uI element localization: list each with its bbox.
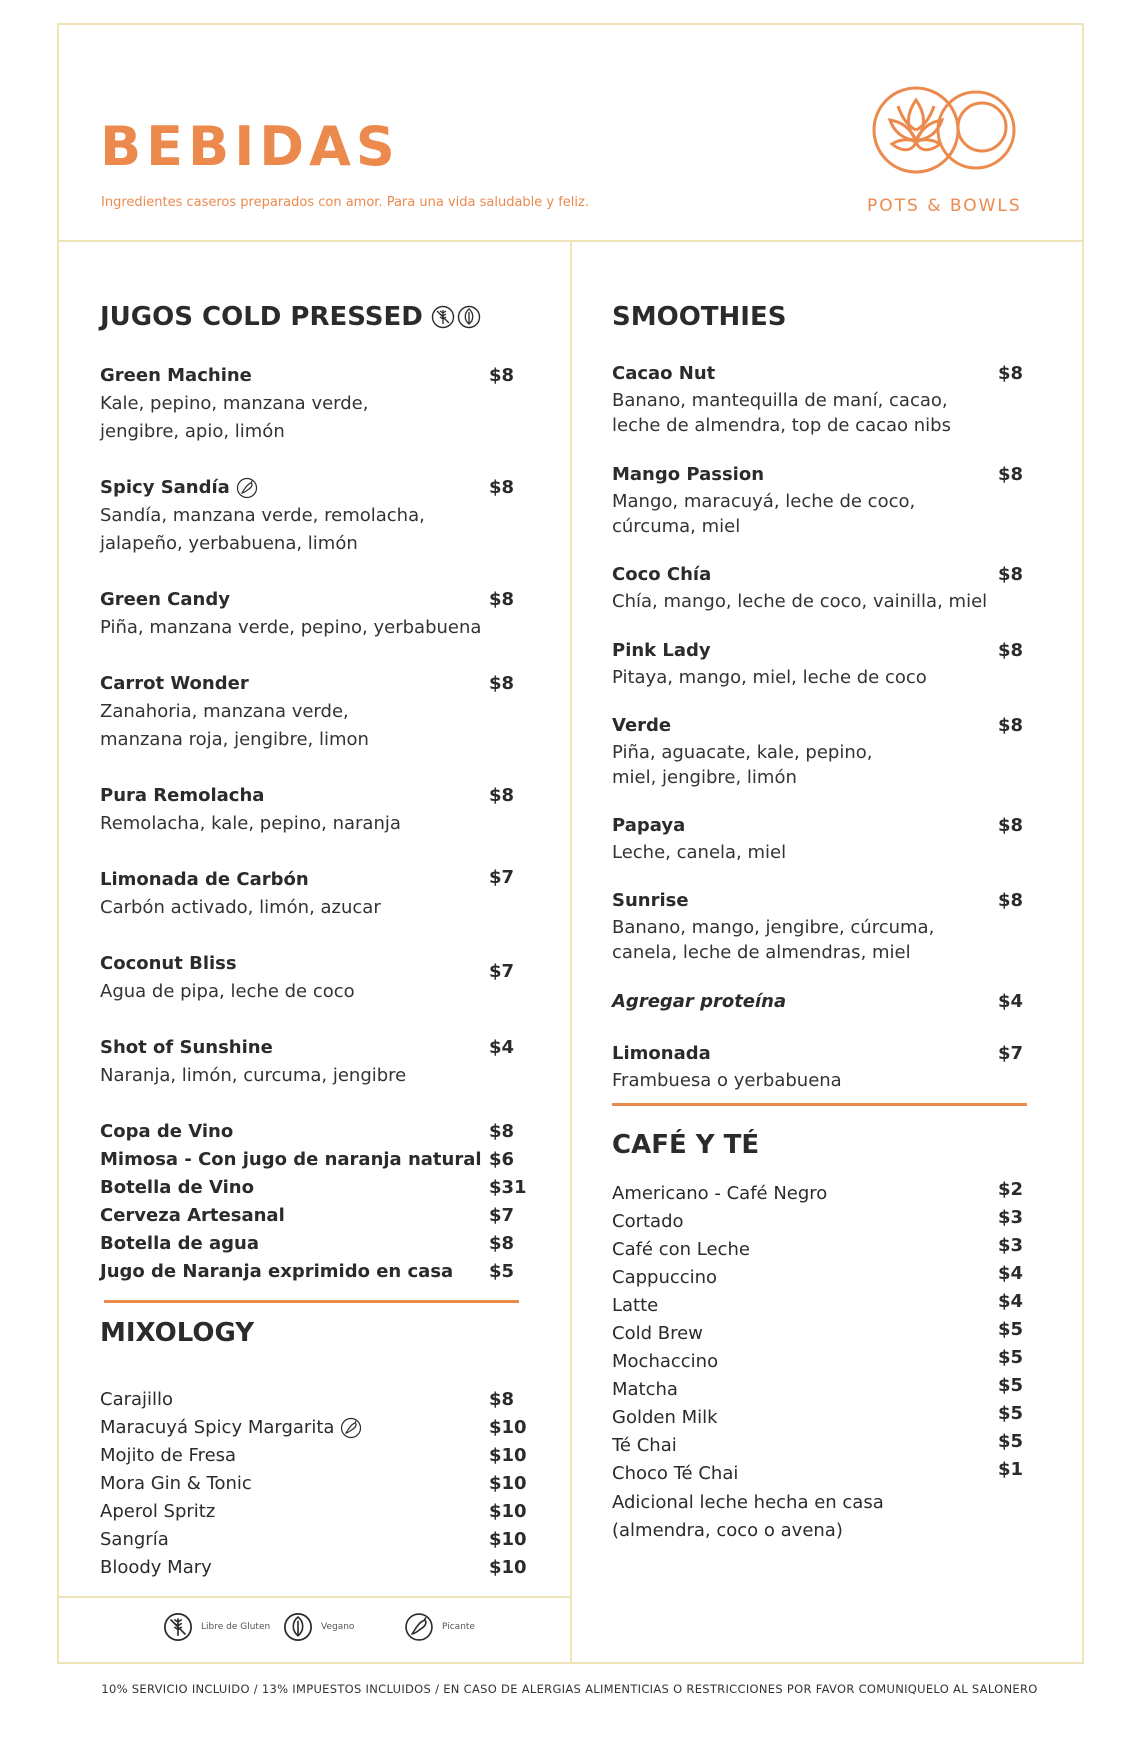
item-price: $8 xyxy=(489,673,515,694)
menu-row xyxy=(612,1180,1027,1208)
item-price: $8 xyxy=(998,715,1024,736)
section-title-smoothies: SMOOTHIES xyxy=(612,302,787,332)
menu-row xyxy=(612,1208,1027,1236)
item-description: Piña, aguacate, kale, pepino, miel, jengibre, limón xyxy=(612,742,873,788)
item-name: Botella de Vino xyxy=(100,1177,254,1198)
item-price: $5 xyxy=(998,1403,1024,1424)
item-description: Zanahoria, manzana verde, manzana roja, jengibre, limon xyxy=(100,701,369,750)
item-price: $8 xyxy=(998,890,1024,911)
item-name: Green Machine xyxy=(100,365,252,386)
column-divider xyxy=(570,242,572,1662)
item-description: Pitaya, mango, miel, leche de coco xyxy=(612,667,927,688)
item-name: Choco Té Chai xyxy=(612,1463,739,1484)
item-name: Coco Chía xyxy=(612,564,712,585)
menu-item xyxy=(100,362,520,446)
item-price: $8 xyxy=(489,477,515,498)
section-title-mixology: MIXOLOGY xyxy=(100,1318,255,1348)
menu-row xyxy=(612,1348,1027,1376)
cafe-note xyxy=(612,1489,1027,1545)
item-name: Verde xyxy=(612,715,672,736)
item-price: $4 xyxy=(998,1291,1024,1312)
menu-row xyxy=(100,1202,520,1230)
footer-note: 10% SERVICIO INCLUIDO / 13% IMPUESTOS INCLUIDOS / EN CASO DE ALERGIAS ALIMENTICIAS O RESTRICCIONES POR FAVOR COMUNIQUELO AL SALONERO xyxy=(101,1682,1038,1696)
spicy-icon xyxy=(340,1417,362,1439)
item-description: Sandía, manzana verde, remolacha, jalapeño, yerbabuena, limón xyxy=(100,505,425,554)
brand-name: POTS & BOWLS xyxy=(867,196,1022,216)
menu-row xyxy=(100,1386,520,1414)
menu-item xyxy=(100,866,520,922)
menu-item xyxy=(612,561,1027,614)
item-name: Agregar proteína xyxy=(612,991,787,1012)
item-name xyxy=(100,474,520,502)
menu-row xyxy=(612,1236,1027,1264)
menu-row xyxy=(612,1432,1027,1460)
menu-row xyxy=(612,1404,1027,1432)
item-description: Piña, manzana verde, pepino, yerbabuena xyxy=(100,617,482,638)
cafe-note-line: Adicional leche hecha en casa xyxy=(612,1492,884,1513)
item-description: Banano, mango, jengibre, cúrcuma, canela, leche de almendras, miel xyxy=(612,917,935,963)
item-price: $5 xyxy=(998,1431,1024,1452)
menu-item xyxy=(612,812,1027,865)
menu-row xyxy=(100,1174,527,1202)
menu-item xyxy=(612,360,1027,438)
item-description: Leche, canela, miel xyxy=(612,842,787,863)
legend-divider xyxy=(59,1596,570,1598)
legend-vegan xyxy=(283,1612,354,1642)
menu-row xyxy=(612,1292,1027,1320)
menu-item xyxy=(100,1034,520,1090)
item-name: Shot of Sunshine xyxy=(100,1037,273,1058)
menu-item xyxy=(612,637,1027,690)
item-price: $4 xyxy=(998,991,1024,1012)
menu-row xyxy=(612,1376,1027,1404)
tagline: Ingredientes caseros preparados con amor. Para una vida saludable y feliz. xyxy=(101,195,589,210)
item-price: $8 xyxy=(489,1233,515,1254)
legend-label: Libre de Gluten xyxy=(201,1622,271,1632)
vegan-icon xyxy=(283,1612,313,1642)
section-title-jugos xyxy=(100,302,481,332)
item-price: $31 xyxy=(489,1177,527,1198)
item-name: Café con Leche xyxy=(612,1239,750,1260)
item-description: Remolacha, kale, pepino, naranja xyxy=(100,813,401,834)
item-name: Té Chai xyxy=(612,1435,677,1456)
item-price: $8 xyxy=(489,365,515,386)
spicy-icon xyxy=(404,1612,434,1642)
item-price: $7 xyxy=(489,961,515,982)
menu-row xyxy=(100,1414,527,1442)
item-price: $5 xyxy=(998,1375,1024,1396)
item-price: $10 xyxy=(489,1529,527,1550)
menu-item xyxy=(100,782,520,838)
item-name: Mochaccino xyxy=(612,1351,719,1372)
menu-row xyxy=(100,1554,527,1582)
item-price: $10 xyxy=(489,1417,527,1438)
section-divider xyxy=(612,1103,1027,1106)
menu-row xyxy=(612,1460,1027,1488)
menu-row xyxy=(100,1230,520,1258)
item-name: Jugo de Naranja exprimido en casa xyxy=(100,1261,454,1282)
item-price: $1 xyxy=(998,1459,1024,1480)
item-name: Mimosa - Con jugo de naranja natural xyxy=(100,1149,482,1170)
item-name: Green Candy xyxy=(100,589,230,610)
item-price: $4 xyxy=(998,1263,1024,1284)
item-price: $8 xyxy=(998,363,1024,384)
item-name: Golden Milk xyxy=(612,1407,718,1428)
item-price: $8 xyxy=(998,815,1024,836)
item-name: Pura Remolacha xyxy=(100,785,265,806)
item-name: Sangría xyxy=(100,1529,169,1550)
item-name: Carrot Wonder xyxy=(100,673,249,694)
page-title: BEBIDAS xyxy=(100,115,400,178)
item-name: Mora Gin & Tonic xyxy=(100,1473,252,1494)
item-price: $8 xyxy=(489,1121,515,1142)
item-name: Cacao Nut xyxy=(612,363,716,384)
item-name: Papaya xyxy=(612,815,686,836)
menu-item xyxy=(612,1040,1027,1093)
menu-item xyxy=(100,950,520,1006)
item-price: $2 xyxy=(998,1179,1024,1200)
legend-gluten-free xyxy=(163,1612,270,1642)
item-name: Cortado xyxy=(612,1211,684,1232)
item-price: $10 xyxy=(489,1557,527,1578)
item-name: Limonada de Carbón xyxy=(100,869,309,890)
lotus-bowl-logo-icon xyxy=(868,80,1018,180)
menu-item xyxy=(612,712,1027,790)
item-price: $3 xyxy=(998,1235,1024,1256)
item-name: Copa de Vino xyxy=(100,1121,234,1142)
item-name: Mojito de Fresa xyxy=(100,1445,237,1466)
menu-item xyxy=(100,474,520,558)
section-title-cafe: CAFÉ Y TÉ xyxy=(612,1130,760,1160)
item-name-text: Spicy Sandía xyxy=(100,477,230,498)
gluten-free-icon xyxy=(431,305,455,329)
item-name: Mango Passion xyxy=(612,464,765,485)
item-name: Americano - Café Negro xyxy=(612,1183,828,1204)
menu-row xyxy=(100,1470,527,1498)
item-description: Naranja, limón, curcuma, jengibre xyxy=(100,1065,407,1086)
item-name: Bloody Mary xyxy=(100,1557,212,1578)
item-description: Banano, mantequilla de maní, cacao, leche de almendra, top de cacao nibs xyxy=(612,390,951,436)
menu-row xyxy=(100,1498,527,1526)
item-name: Maracuyá Spicy Margarita xyxy=(100,1417,335,1438)
menu-item xyxy=(612,887,1027,965)
menu-row xyxy=(612,1264,1027,1292)
item-price: $7 xyxy=(489,1205,515,1226)
item-description: Agua de pipa, leche de coco xyxy=(100,981,355,1002)
item-name: Matcha xyxy=(612,1379,678,1400)
item-price: $3 xyxy=(998,1207,1024,1228)
item-name: Cold Brew xyxy=(612,1323,703,1344)
item-price: $5 xyxy=(489,1261,515,1282)
menu-row xyxy=(100,1442,527,1470)
cafe-note-line: (almendra, coco o avena) xyxy=(612,1520,843,1541)
menu-item xyxy=(100,670,520,754)
item-description: Mango, maracuyá, leche de coco, cúrcuma, miel xyxy=(612,491,916,537)
item-price: $4 xyxy=(489,1037,515,1058)
item-price: $5 xyxy=(998,1347,1024,1368)
menu-row xyxy=(100,1526,527,1554)
item-description: Carbón activado, limón, azucar xyxy=(100,897,381,918)
item-name: Botella de agua xyxy=(100,1233,260,1254)
menu-row xyxy=(100,1258,520,1286)
item-name: Coconut Bliss xyxy=(100,953,237,974)
item-name: Cappuccino xyxy=(612,1267,718,1288)
item-price: $8 xyxy=(998,640,1024,661)
item-name: Sunrise xyxy=(612,890,689,911)
vegan-icon xyxy=(457,305,481,329)
item-name: Aperol Spritz xyxy=(100,1501,216,1522)
menu-item xyxy=(612,461,1027,539)
item-name: Carajillo xyxy=(100,1389,174,1410)
item-price: $10 xyxy=(489,1501,527,1522)
gluten-free-icon xyxy=(163,1612,193,1642)
item-name: Latte xyxy=(612,1295,659,1316)
item-price: $8 xyxy=(489,589,515,610)
item-price: $7 xyxy=(998,1043,1024,1064)
menu-row xyxy=(100,1146,520,1174)
item-price: $10 xyxy=(489,1445,527,1466)
item-name: Cerveza Artesanal xyxy=(100,1205,285,1226)
item-name: Limonada xyxy=(612,1043,711,1064)
legend-spicy xyxy=(404,1612,475,1642)
brand-logo xyxy=(858,80,1028,220)
item-price: $8 xyxy=(998,564,1024,585)
item-description: Chía, mango, leche de coco, vainilla, miel xyxy=(612,591,988,612)
item-price: $8 xyxy=(998,464,1024,485)
section-divider xyxy=(104,1300,519,1303)
menu-row xyxy=(100,1118,520,1146)
item-price: $8 xyxy=(489,1389,515,1410)
item-price: $6 xyxy=(489,1149,515,1170)
item-name: Pink Lady xyxy=(612,640,711,661)
legend-label: Picante xyxy=(442,1622,475,1632)
menu-item xyxy=(100,586,520,642)
item-description: Kale, pepino, manzana verde, jengibre, apio, limón xyxy=(100,393,369,442)
item-price: $8 xyxy=(489,785,515,806)
item-price: $10 xyxy=(489,1473,527,1494)
item-price: $5 xyxy=(998,1319,1024,1340)
legend-label: Vegano xyxy=(321,1622,355,1632)
item-price: $7 xyxy=(489,867,515,888)
menu-row xyxy=(612,1320,1027,1348)
item-description: Frambuesa o yerbabuena xyxy=(612,1070,842,1091)
section-title-jugos-text: JUGOS COLD PRESSED xyxy=(100,302,423,332)
spicy-icon xyxy=(236,477,258,499)
menu-item xyxy=(612,988,1027,1016)
